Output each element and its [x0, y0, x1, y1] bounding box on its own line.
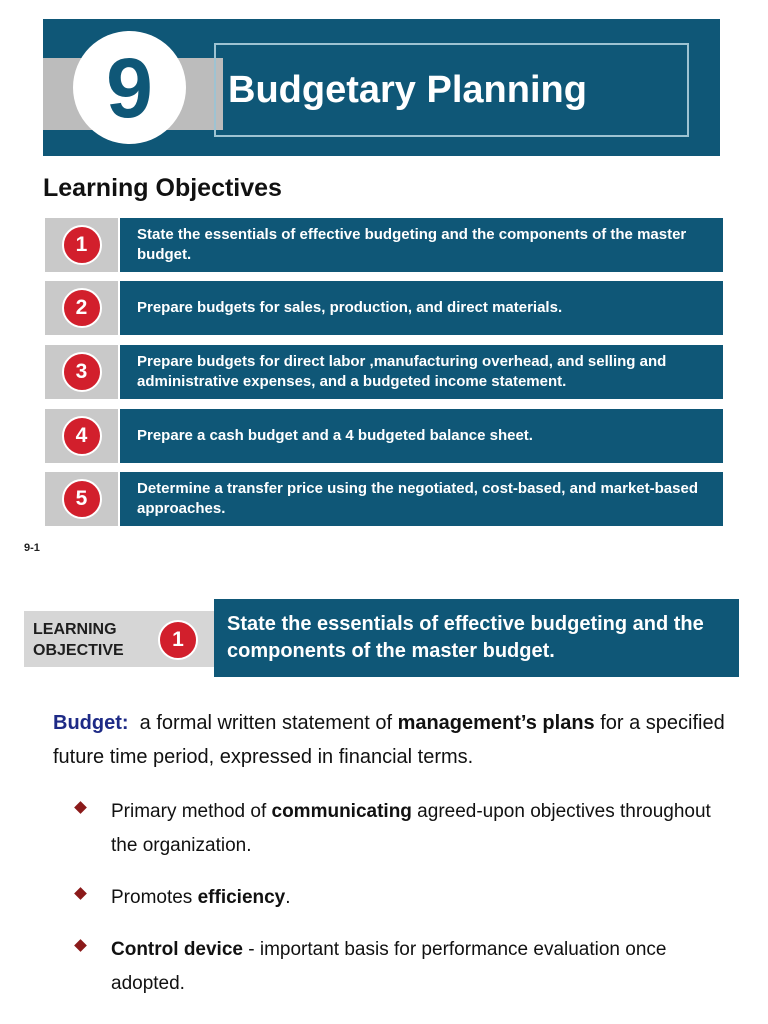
definition-bold: management’s plans: [397, 712, 595, 734]
diamond-bullet-icon: [74, 887, 87, 900]
objective-row: [45, 472, 723, 526]
learning-objectives-heading: Learning Objectives: [43, 174, 282, 202]
bullet-text-after: .: [285, 887, 291, 908]
objective-row: [45, 218, 723, 272]
bullet-text-after: agreed-upon objectives throughout the organization.: [111, 801, 711, 856]
learning-objective-label-box: [24, 611, 214, 667]
objective-row: [45, 409, 723, 463]
bullet-bold: Control device: [111, 939, 243, 960]
objective-text: Prepare budgets for direct labor ,manufacturing overhead, and selling and administrative expenses, and a budgeted income statement.: [120, 345, 723, 399]
bullet-bold: communicating: [271, 801, 412, 822]
chapter-number: 9: [73, 31, 186, 144]
objective-text: Prepare budgets for sales, production, and direct materials.: [120, 281, 723, 335]
bullet-text-after: - important basis for performance evaluation once adopted.: [111, 939, 667, 994]
objective-row: [45, 345, 723, 399]
definition-text-before: a formal written statement of: [139, 712, 398, 734]
learning-objective-number-badge: 1: [158, 620, 198, 660]
budget-definition: [53, 706, 743, 774]
bullet-text-before: Primary method of: [111, 801, 272, 822]
objective-text: Determine a transfer price using the negotiated, cost-based, and market-based approaches.: [120, 472, 723, 526]
definition-text-after: for a specified future time period, expressed in financial terms.: [53, 712, 725, 768]
definition-term: Budget:: [53, 712, 129, 734]
chapter-title: Budgetary Planning: [228, 68, 587, 111]
chapter-title-box: [214, 43, 689, 137]
diamond-bullet-icon: [74, 939, 87, 952]
objective-row: [45, 281, 723, 335]
diamond-bullet-icon: [74, 801, 87, 814]
objective-text: Prepare a cash budget and a 4 budgeted balance sheet.: [120, 409, 723, 463]
objective-number-badge: 4: [62, 416, 102, 456]
objective-number-badge: 5: [62, 479, 102, 519]
page-number: 9-1: [24, 542, 40, 554]
learning-objective-title: State the essentials of effective budgeting and the components of the master budget.: [214, 599, 739, 677]
bullet-text-before: Promotes: [111, 887, 198, 908]
objective-number-badge: 2: [62, 288, 102, 328]
bullet-bold: efficiency: [197, 887, 286, 908]
learning-objective-label: LEARNING OBJECTIVE: [33, 621, 124, 659]
objective-number-badge: 1: [62, 225, 102, 265]
objective-number-badge: 3: [62, 352, 102, 392]
objective-text: State the essentials of effective budgeting and the components of the master budget.: [120, 218, 723, 272]
